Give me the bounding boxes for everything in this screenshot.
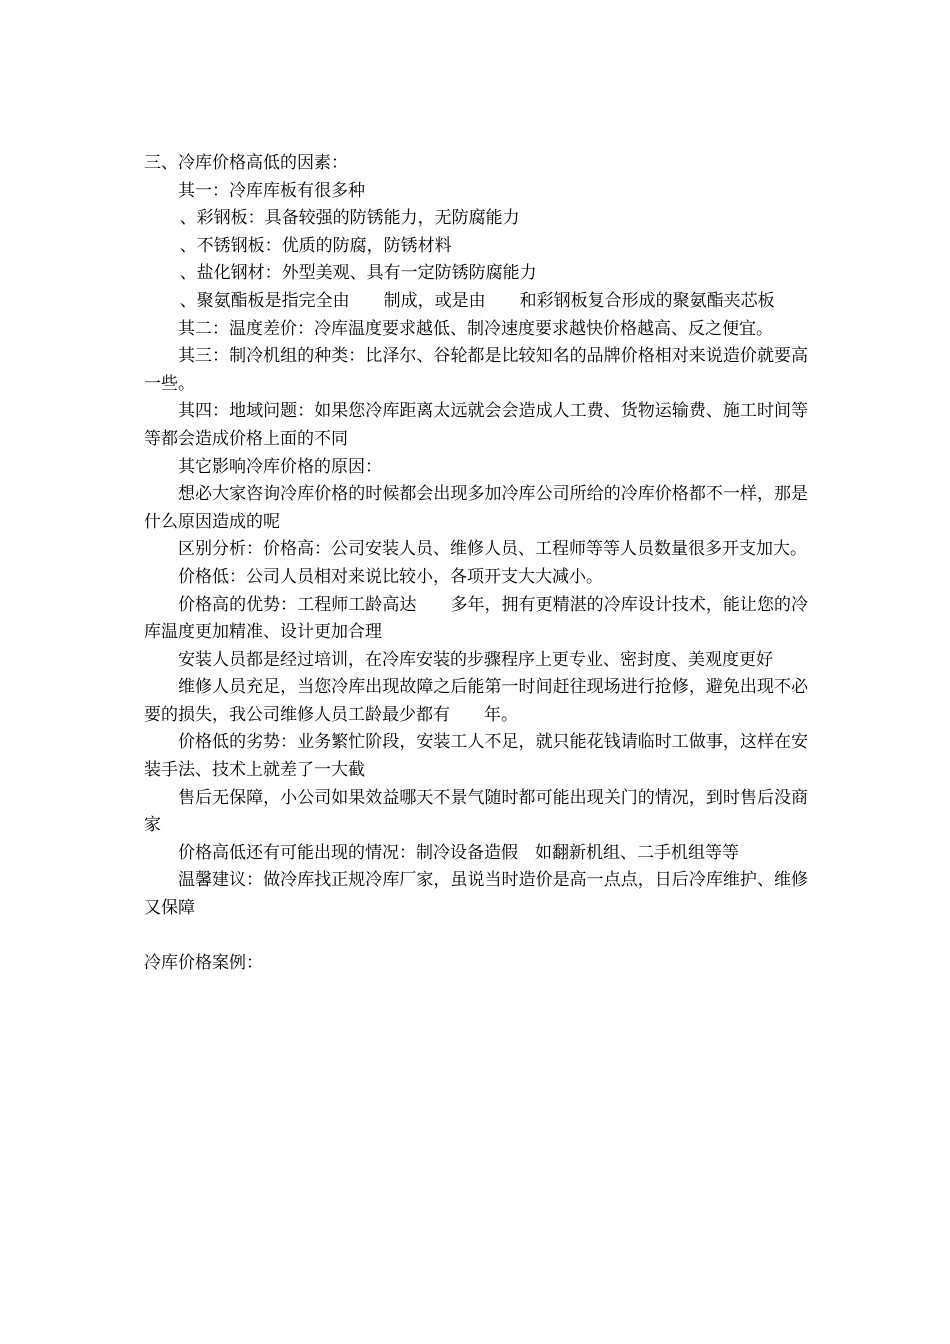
paragraph: 安装人员都是经过培训，在冷库安装的步骤程序上更专业、密封度、美观度更好 <box>178 649 773 670</box>
paragraph: 、聚氨酯板是指完全由 制成，或是由 和彩钢板复合形成的聚氨酯夹芯板 <box>179 290 775 311</box>
spacer <box>144 923 808 951</box>
paragraph: 价格高的优势：工程师工龄高达 多年，拥有更精湛的冷库设计技术，能让您的冷库温度更加精准、设计更加合理 <box>144 594 808 643</box>
paragraph: 价格低的劣势：业务繁忙阶段，安装工人不足，就只能花钱请临时工做事，这样在安装手法、技术上就差了一大截 <box>144 732 808 781</box>
paragraph: 区别分析：价格高：公司安装人员、维修人员、工程师等等人员数量很多开支加大。 <box>178 539 807 560</box>
paragraph: 其二：温度差价：冷库温度要求越低、制冷速度要求越快价格越高、反之便宜。 <box>178 318 773 339</box>
paragraph: 其四：地域问题：如果您冷库距离太远就会会造成人工费、货物运输费、施工时间等等都会造成价格上面的不同 <box>144 401 808 449</box>
paragraph: 价格低：公司人员相对来说比较小，各项开支大大减小。 <box>178 566 603 587</box>
paragraph: 维修人员充足，当您冷库出现故障之后能第一时间赶往现场进行抢修，避免出现不必要的损失，我公司维修人员工龄最少都有 年。 <box>144 677 808 725</box>
paragraph: 其三：制冷机组的种类：比泽尔、谷轮都是比较知名的品牌价格相对来说造价就要高一些。 <box>144 346 808 394</box>
paragraph: 、盐化钢材：外型美观、具有一定防锈防腐能力 <box>179 263 537 284</box>
paragraph: 温馨建议：做冷库找正规冷库厂家，虽说当时造价是高一点点，日后冷库维护、维修又保障 <box>144 870 808 919</box>
paragraph: 、不锈钢板：优质的防腐，防锈材料 <box>179 235 452 256</box>
section-heading: 三、冷库价格高低的因素： <box>144 153 348 173</box>
paragraph: 想必大家咨询冷库价格的时候都会出现多加冷库公司所给的冷库价格都不一样，那是什么原因造成的呢 <box>144 484 808 532</box>
paragraph: 其它影响冷库价格的原因： <box>178 456 382 477</box>
paragraph: 、彩钢板：具备较强的防锈能力，无防腐能力 <box>179 208 520 229</box>
footer-heading: 冷库价格案例： <box>144 953 263 974</box>
paragraph: 售后无保障，小公司如果效益哪天不景气随时都可能出现关门的情况，到时售后没商家 <box>144 787 808 836</box>
paragraph: 其一：冷库库板有很多种 <box>178 180 365 201</box>
document-body <box>144 150 808 978</box>
paragraph: 价格高低还有可能出现的情况：制冷设备造假 如翻新机组、二手机组等等 <box>178 842 739 863</box>
